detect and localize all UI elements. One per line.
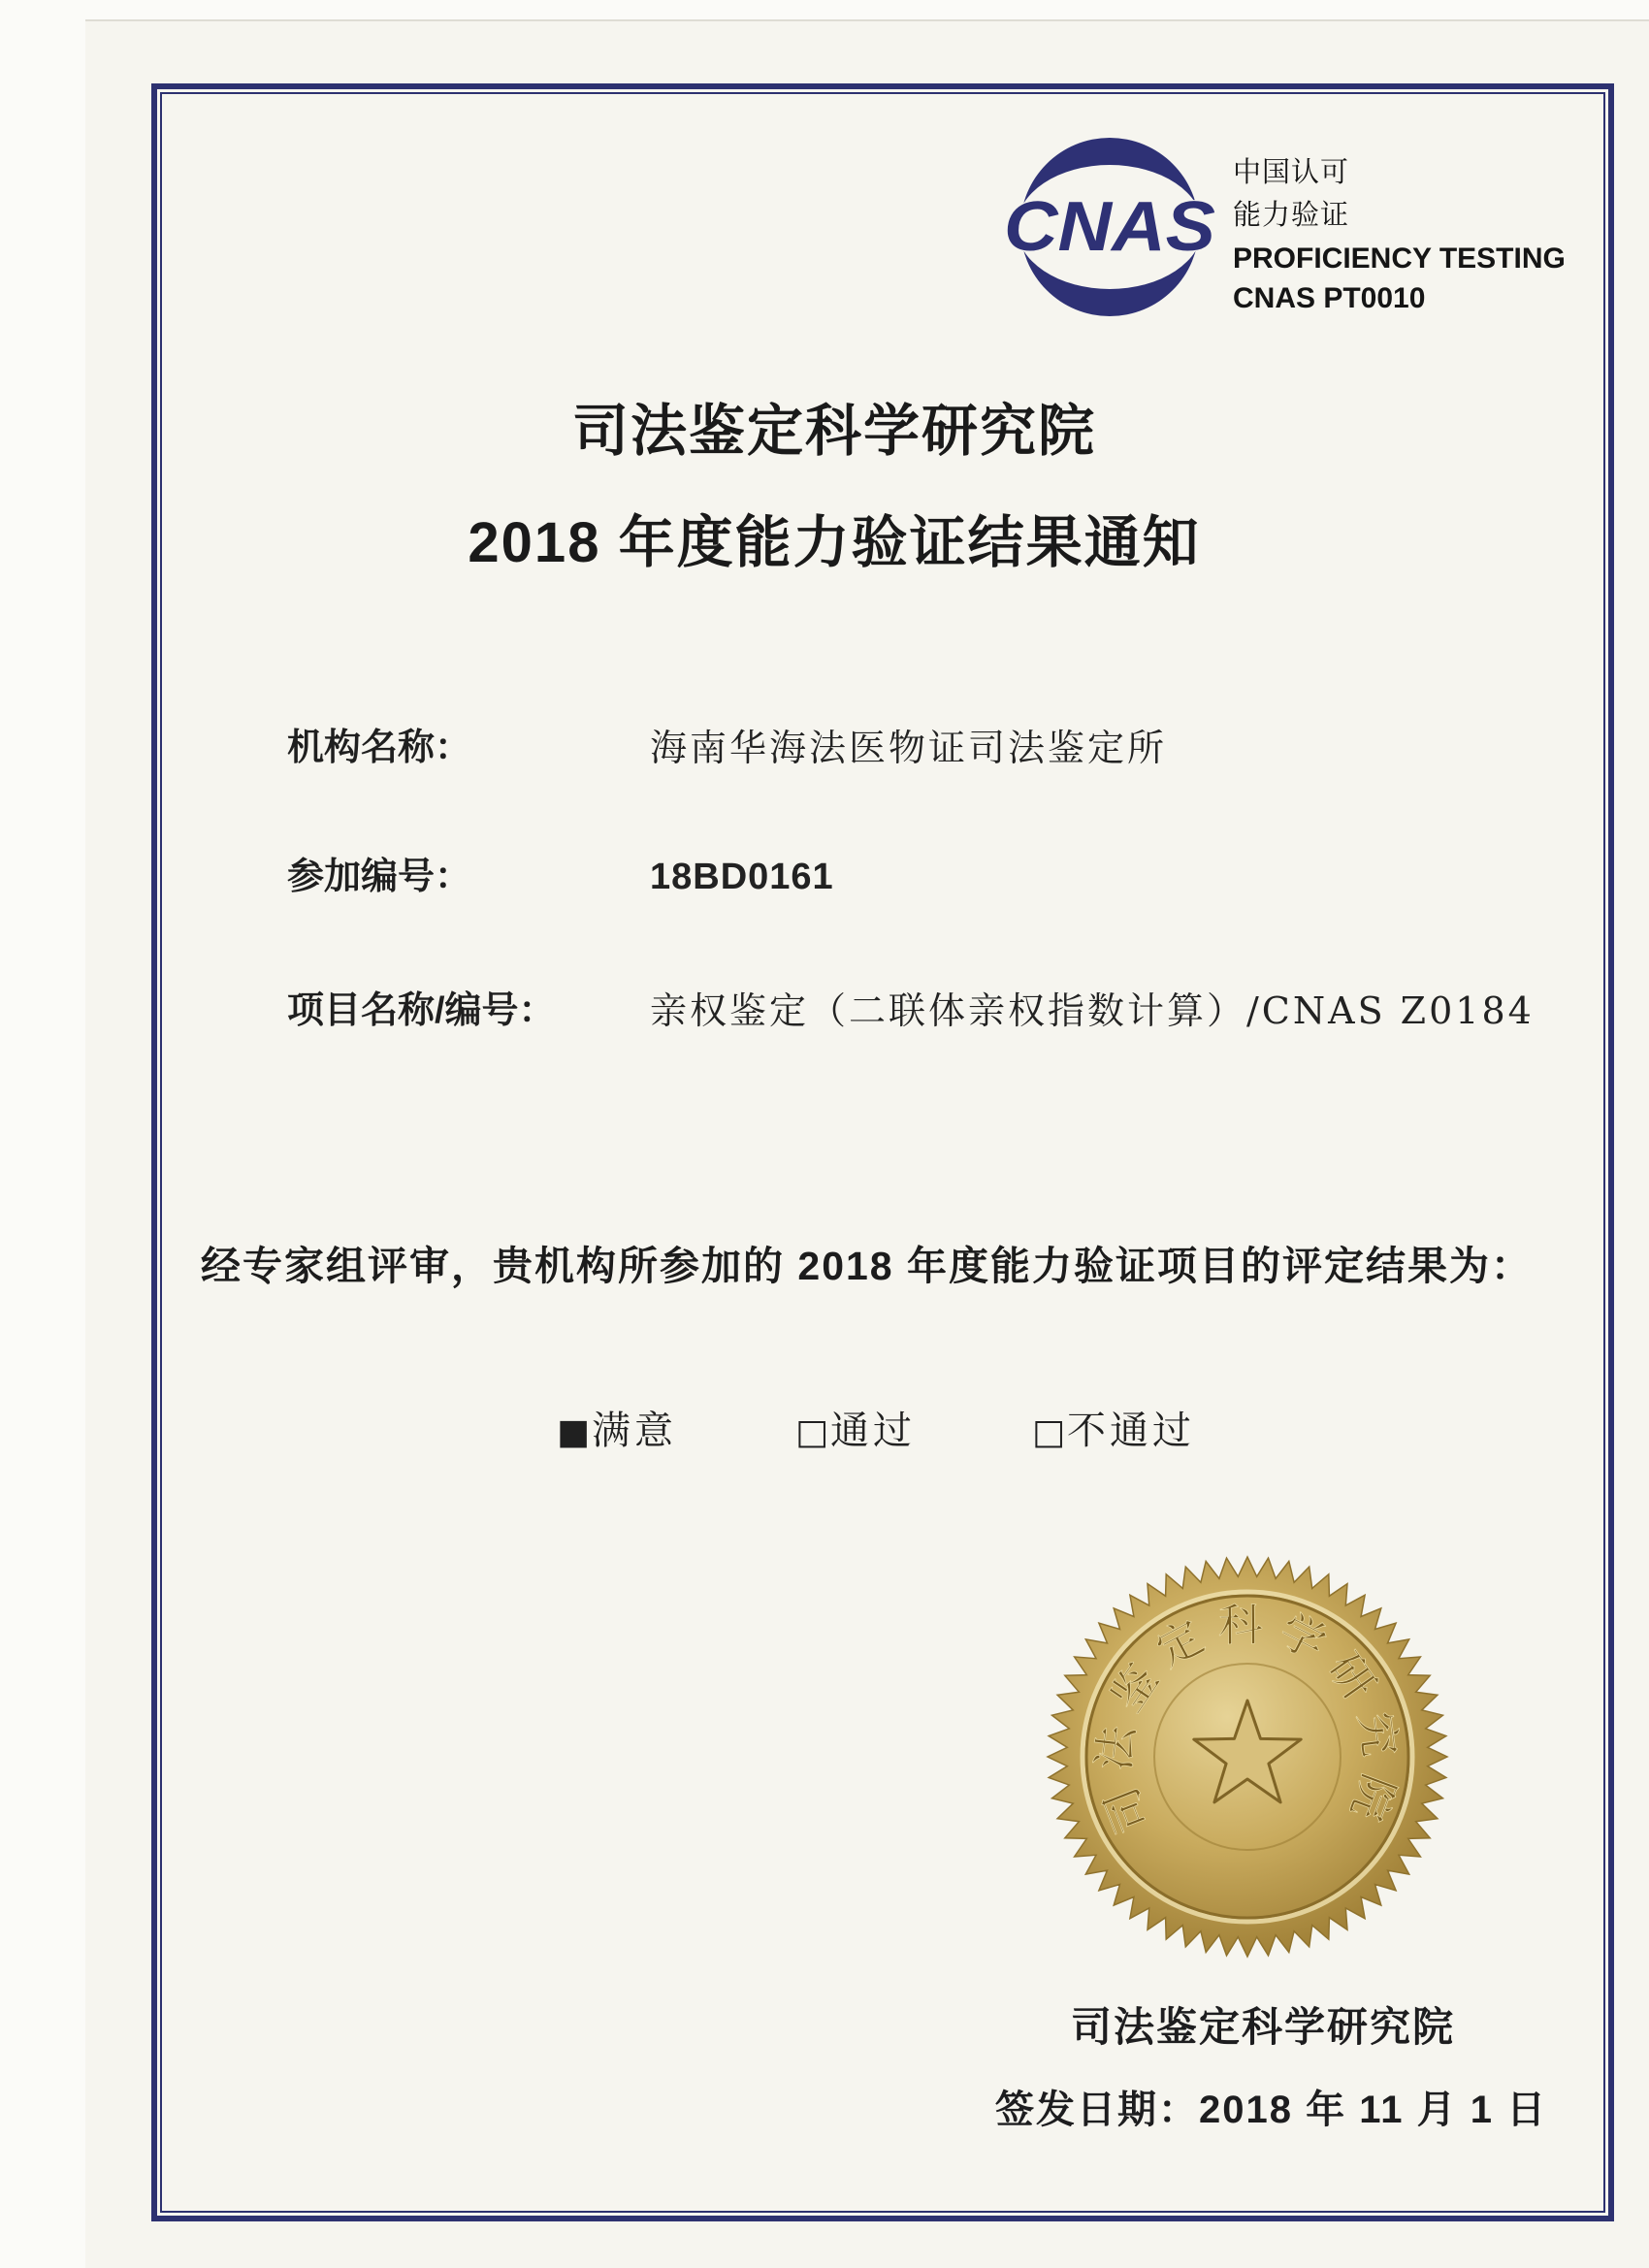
cnas-logo bbox=[1003, 126, 1226, 320]
field-value-participant-id: 18BD0161 bbox=[650, 857, 834, 897]
logo-org-cn: 中国认可 bbox=[1233, 157, 1350, 188]
field-value-institution: 海南华海法医物证司法鉴定所 bbox=[650, 727, 1168, 769]
checkbox-unchecked-icon: □ bbox=[795, 1412, 829, 1452]
logo-wordmark: CNAS bbox=[1004, 188, 1215, 266]
issuer-name: 司法鉴定科学研究院 bbox=[1071, 2004, 1456, 2050]
result-label: 满意 bbox=[592, 1409, 678, 1453]
result-pass bbox=[795, 1411, 916, 1452]
evaluation-statement: 经专家组评审，贵机构所参加的 2018 年度能力验证项目的评定结果为： bbox=[201, 1244, 1533, 1288]
logo-program-cn: 能力验证 bbox=[1233, 200, 1350, 231]
result-fail bbox=[1032, 1411, 1195, 1452]
field-label-project: 项目名称/编号： bbox=[287, 990, 556, 1031]
field-label-institution: 机构名称： bbox=[287, 728, 472, 768]
title-institute: 司法鉴定科学研究院 bbox=[571, 400, 1096, 463]
checkbox-unchecked-icon: □ bbox=[1032, 1412, 1066, 1452]
logo-program-code: CNAS PT0010 bbox=[1233, 282, 1426, 314]
field-value-project: 亲权鉴定（二联体亲权指数计算）/CNAS Z0184 bbox=[650, 989, 1535, 1032]
issue-date: 签发日期：2018 年 11 月 1 日 bbox=[995, 2089, 1548, 2131]
checkbox-checked-icon: ■ bbox=[557, 1412, 591, 1452]
result-label: 不通过 bbox=[1067, 1409, 1196, 1453]
seal-text: 司法鉴定科学研究院 bbox=[1086, 1598, 1408, 1841]
result-label: 通过 bbox=[830, 1409, 917, 1453]
title-notice: 2018 年度能力验证结果通知 bbox=[468, 511, 1201, 574]
logo-program-en: PROFICIENCY TESTING bbox=[1233, 243, 1566, 275]
result-satisfactory bbox=[557, 1411, 677, 1452]
gold-seal bbox=[1044, 1553, 1451, 1960]
field-label-participant-id: 参加编号： bbox=[287, 857, 472, 897]
